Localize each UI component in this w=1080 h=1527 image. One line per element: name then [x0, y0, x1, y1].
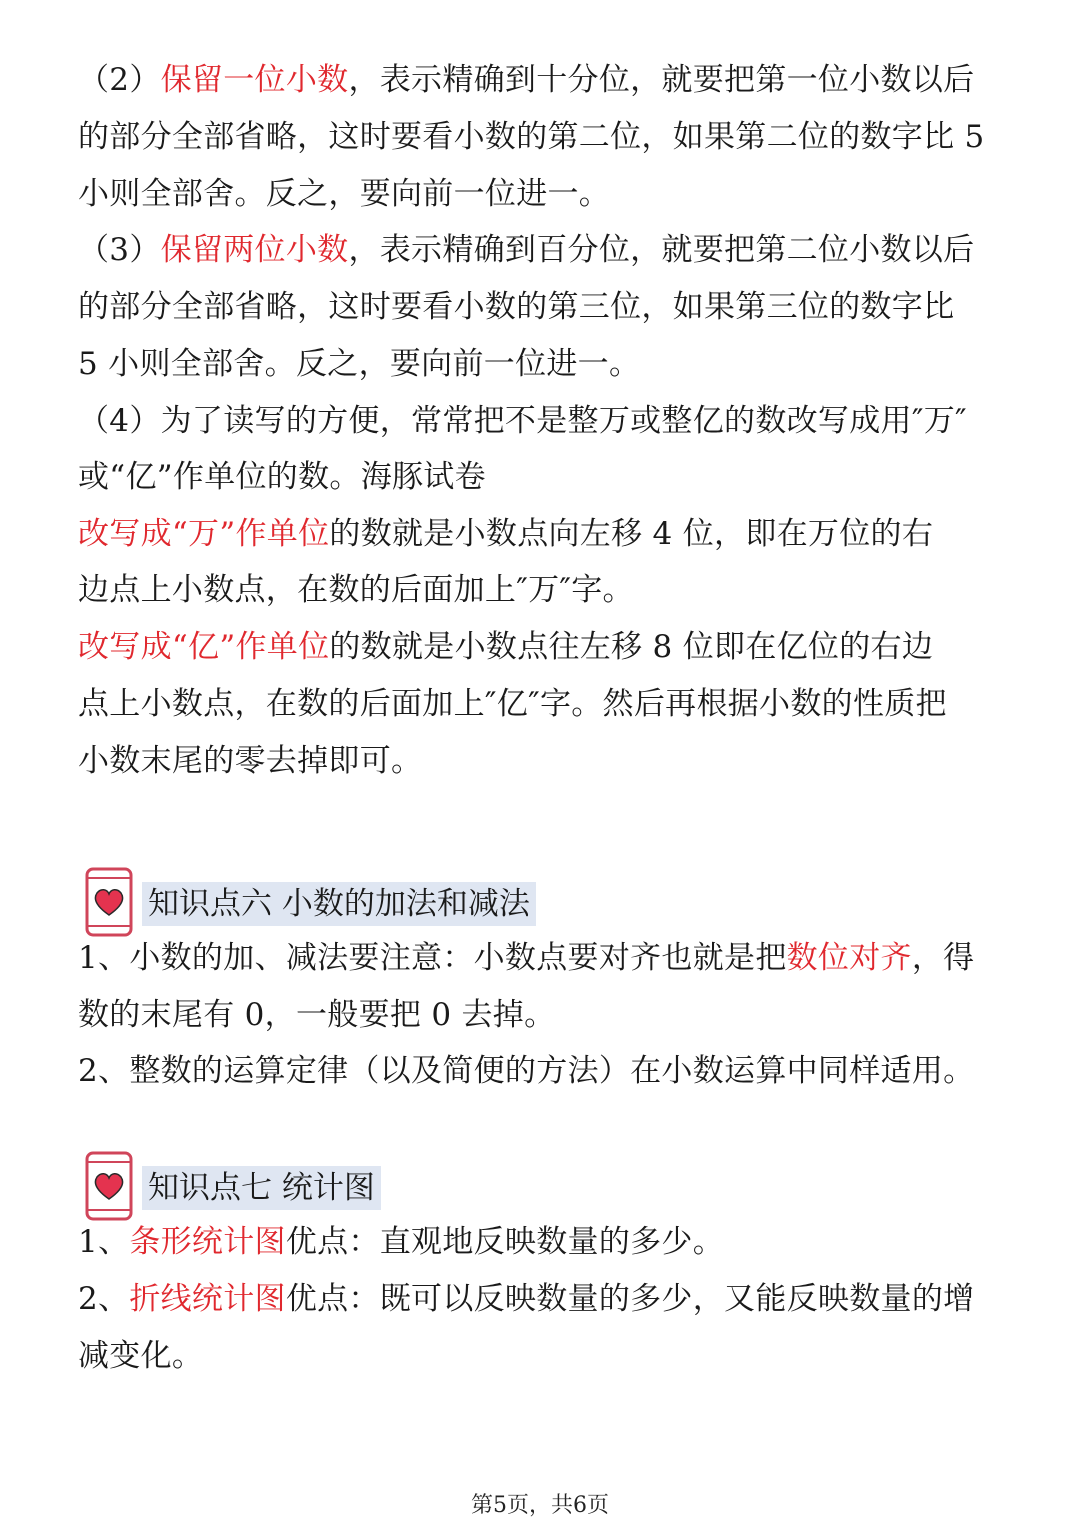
section6-p1-line2: 数的末尾有 0，一般要把 0 去掉。	[78, 997, 556, 1033]
yi-line1: 改写成“亿”作单位的数就是小数点往左移 8 位即在亿位的右边	[78, 629, 934, 665]
section6-p2: 2、整数的运算定律（以及简便的方法）在小数运算中同样适用。	[78, 1053, 975, 1089]
section7-highlight-bar: 条形统计图	[129, 1224, 286, 1260]
section7-p2-line1: 2、折线统计图优点：既可以反映数量的多少，又能反映数量的增	[78, 1281, 975, 1317]
item3-line1: （3）保留两位小数，表示精确到百分位，就要把第二位小数以后	[78, 232, 975, 268]
item2-highlight: 保留一位小数	[160, 62, 349, 98]
section7-highlight-line: 折线统计图	[129, 1281, 286, 1317]
item4-line1: （4）为了读写的方便，常常把不是整万或整亿的数改写成用″万″	[78, 403, 967, 439]
page-footer: 第5页，共6页	[471, 1493, 609, 1518]
section7-title: 知识点七 统计图	[142, 1166, 381, 1210]
yi-line2: 点上小数点，在数的后面加上″亿″字。然后再根据小数的性质把	[78, 686, 947, 722]
item4-line2: 或“亿”作单位的数。海豚试卷	[78, 459, 486, 495]
yi-line3: 小数末尾的零去掉即可。	[78, 743, 423, 779]
section7-p2-line2: 减变化。	[78, 1338, 204, 1374]
section6-heading	[84, 866, 564, 946]
item3-highlight: 保留两位小数	[160, 232, 349, 268]
wan-line2: 边点上小数点，在数的后面加上″万″字。	[78, 572, 634, 608]
phone-heart-icon	[84, 1150, 134, 1222]
section7-p1: 1、条形统计图优点：直观地反映数量的多少。	[78, 1224, 725, 1260]
section7-heading	[84, 1150, 564, 1230]
wan-line1: 改写成“万”作单位的数就是小数点向左移 4 位，即在万位的右	[78, 516, 934, 552]
wan-highlight: 改写成“万”作单位	[78, 516, 330, 552]
yi-highlight: 改写成“亿”作单位	[78, 629, 330, 665]
phone-heart-icon	[84, 866, 134, 938]
item3-line3: 5 小则全部舍。反之，要向前一位进一。	[78, 346, 641, 382]
item2-line1: （2）保留一位小数，表示精确到十分位，就要把第一位小数以后	[78, 62, 975, 98]
section6-p1-line1: 1、小数的加、减法要注意：小数点要对齐也就是把数位对齐，得	[78, 940, 975, 976]
section6-highlight: 数位对齐	[786, 940, 912, 976]
item3-line2: 的部分全部省略，这时要看小数的第三位，如果第三位的数字比	[78, 289, 955, 325]
section6-title: 知识点六 小数的加法和减法	[142, 882, 536, 926]
item2-line3: 小则全部舍。反之，要向前一位进一。	[78, 176, 611, 212]
item2-line2: 的部分全部省略，这时要看小数的第二位，如果第二位的数字比 5	[78, 119, 985, 155]
